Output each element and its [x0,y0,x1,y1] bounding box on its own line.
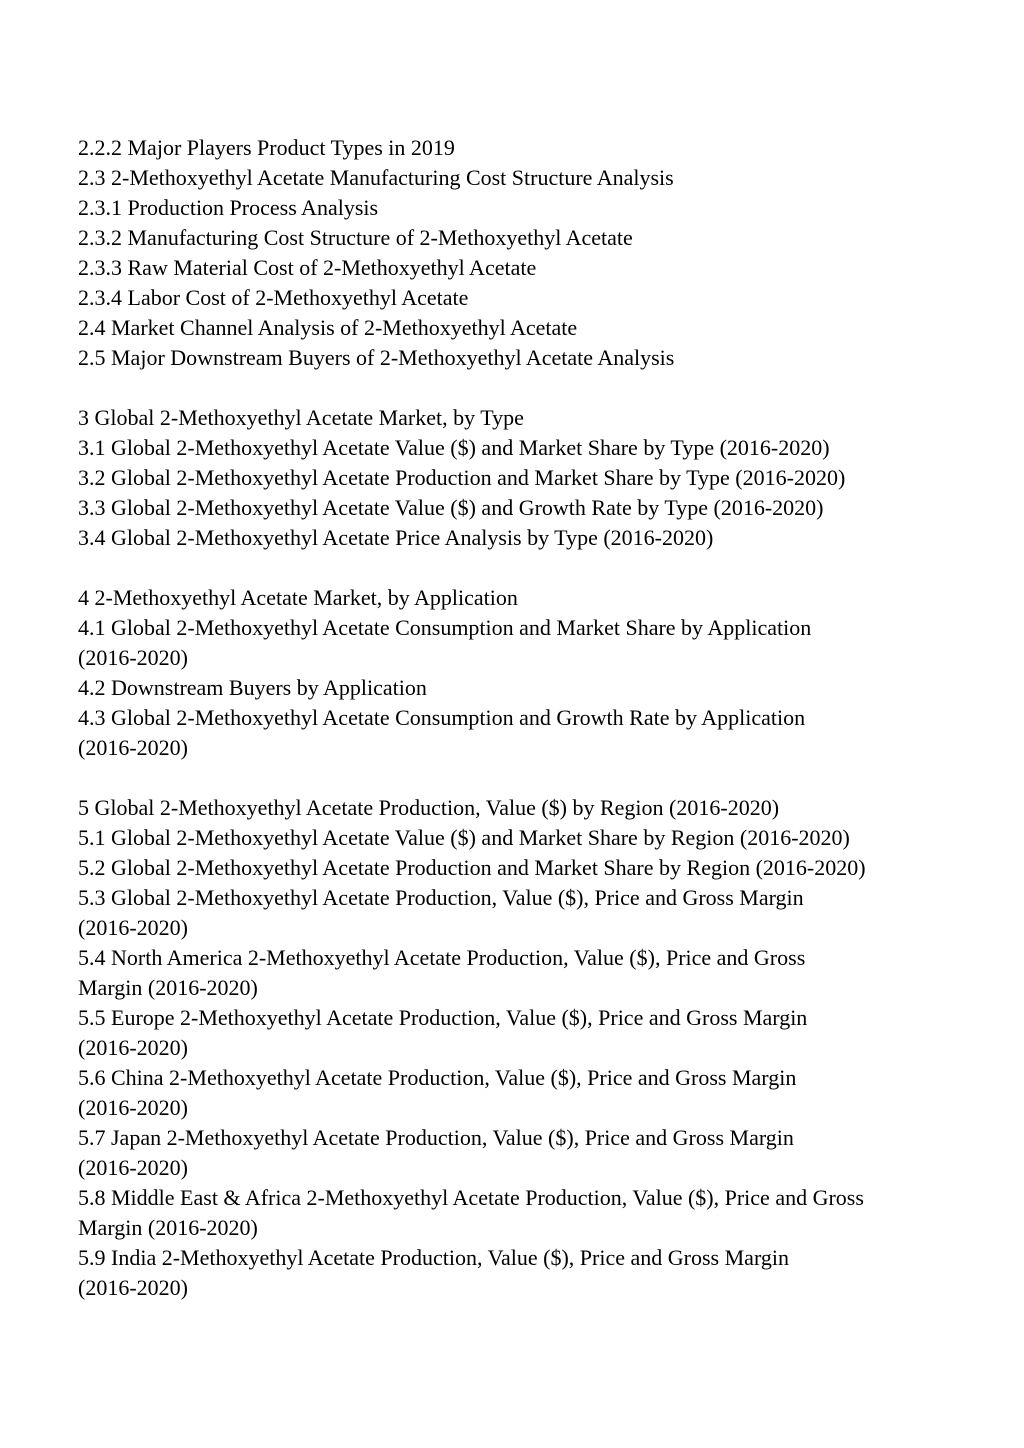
toc-line: 5.1 Global 2-Methoxyethyl Acetate Value ($) and Market Share by Region (2016-2020) [78,825,850,850]
toc-line: 5.3 Global 2-Methoxyethyl Acetate Production, Value ($), Price and Gross Margin [78,885,804,910]
toc-line: Margin (2016-2020) [78,1215,258,1240]
toc-line: 3.4 Global 2-Methoxyethyl Acetate Price Analysis by Type (2016-2020) [78,525,714,550]
toc-line: (2016-2020) [78,915,188,940]
toc-line: 5.4 North America 2-Methoxyethyl Acetate Production, Value ($), Price and Gross [78,945,806,970]
toc-line: Margin (2016-2020) [78,975,258,1000]
toc-line: 5.8 Middle East & Africa 2-Methoxyethyl Acetate Production, Value ($), Price and Gross [78,1185,864,1210]
toc-line: 3.2 Global 2-Methoxyethyl Acetate Production and Market Share by Type (2016-2020) [78,465,846,490]
toc-line: (2016-2020) [78,1155,188,1180]
toc-line: 2.4 Market Channel Analysis of 2-Methoxyethyl Acetate [78,315,578,340]
toc-line: 4.1 Global 2-Methoxyethyl Acetate Consumption and Market Share by Application [78,615,812,640]
toc-line: (2016-2020) [78,1095,188,1120]
toc-line: 5.6 China 2-Methoxyethyl Acetate Production, Value ($), Price and Gross Margin [78,1065,797,1090]
toc-line: 2.2.2 Major Players Product Types in 2019 [78,135,455,160]
toc-line: 4.3 Global 2-Methoxyethyl Acetate Consumption and Growth Rate by Application [78,705,806,730]
toc-line: (2016-2020) [78,645,188,670]
toc-line: 5.5 Europe 2-Methoxyethyl Acetate Production, Value ($), Price and Gross Margin [78,1005,808,1030]
section-gap [78,373,958,403]
toc-line: 2.3.2 Manufacturing Cost Structure of 2-Methoxyethyl Acetate [78,225,633,250]
toc-line: 5 Global 2-Methoxyethyl Acetate Production, Value ($) by Region (2016-2020) [78,795,780,820]
toc-line: 2.5 Major Downstream Buyers of 2-Methoxyethyl Acetate Analysis [78,345,675,370]
toc-line: (2016-2020) [78,735,188,760]
section-gap [78,763,958,793]
toc-line: 2.3 2-Methoxyethyl Acetate Manufacturing Cost Structure Analysis [78,165,674,190]
toc-line: 5.9 India 2-Methoxyethyl Acetate Production, Value ($), Price and Gross Margin [78,1245,789,1270]
toc-line: 2.3.4 Labor Cost of 2-Methoxyethyl Acetate [78,285,469,310]
toc-line: 4 2-Methoxyethyl Acetate Market, by Application [78,585,518,610]
table-of-contents [78,133,958,1303]
toc-line: 2.3.1 Production Process Analysis [78,195,379,220]
section-gap [78,553,958,583]
toc-line: (2016-2020) [78,1275,188,1300]
toc-line: 5.2 Global 2-Methoxyethyl Acetate Production and Market Share by Region (2016-2020) [78,855,866,880]
toc-line: (2016-2020) [78,1035,188,1060]
toc-line: 2.3.3 Raw Material Cost of 2-Methoxyethyl Acetate [78,255,537,280]
toc-line: 4.2 Downstream Buyers by Application [78,675,427,700]
toc-line: 3.3 Global 2-Methoxyethyl Acetate Value ($) and Growth Rate by Type (2016-2020) [78,495,824,520]
toc-line: 3.1 Global 2-Methoxyethyl Acetate Value ($) and Market Share by Type (2016-2020) [78,435,830,460]
toc-line: 3 Global 2-Methoxyethyl Acetate Market, by Type [78,405,524,430]
toc-line: 5.7 Japan 2-Methoxyethyl Acetate Production, Value ($), Price and Gross Margin [78,1125,794,1150]
